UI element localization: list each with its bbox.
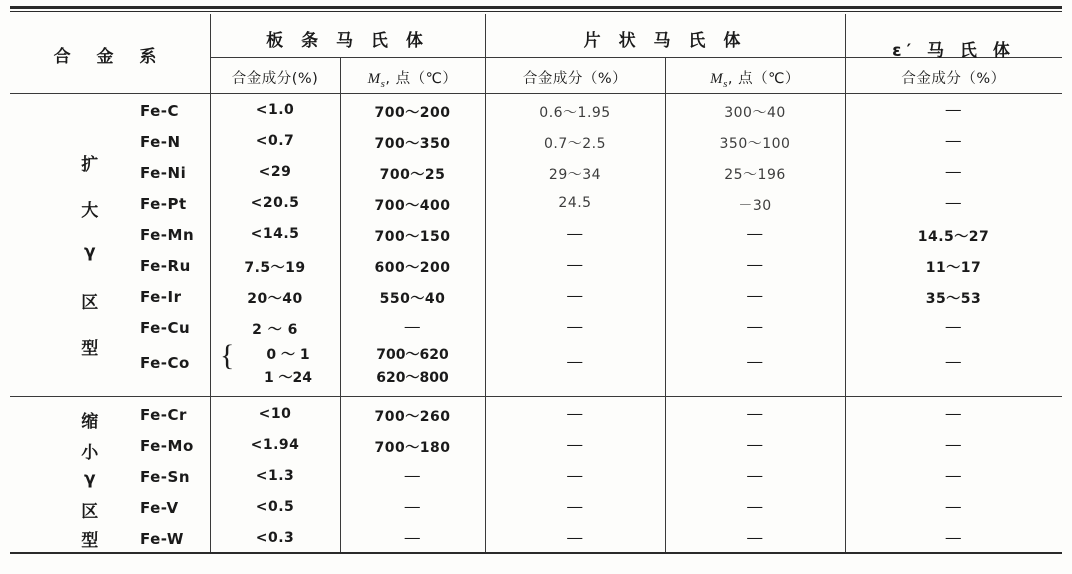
table-row: 0 ～ 1 <box>266 347 310 363</box>
table-row: <1.0 <box>255 102 295 118</box>
table-row: — <box>404 530 421 546</box>
table-row: — <box>567 406 583 422</box>
table-row: — <box>747 499 763 515</box>
table-row: Fe-Sn <box>140 468 191 486</box>
table-row: 700～200 <box>374 105 451 121</box>
table-row: — <box>747 530 763 546</box>
header-sub-lath-composition: 合金成分(%) <box>231 71 319 87</box>
table-row: Fe-Ru <box>140 257 191 275</box>
table-row: 20～40 <box>247 291 303 307</box>
table-row: — <box>747 468 763 484</box>
table-row: — <box>747 226 763 242</box>
table-row: — <box>945 319 962 335</box>
table-row: Fe-Co <box>140 354 190 372</box>
header-bottom-divider <box>10 93 1062 94</box>
table-top-rule-thin <box>10 11 1062 12</box>
region-label-shrink-char-1: 缩 <box>81 412 99 432</box>
header-sub-lath-ms <box>340 67 485 90</box>
table-bottom-rule <box>10 552 1062 554</box>
table-row: <1.94 <box>250 437 300 453</box>
region-label-shrink-char-4: 区 <box>81 502 99 522</box>
table-row: — <box>567 226 583 242</box>
table-row: 700～400 <box>374 198 451 214</box>
table-row: Fe-C <box>140 102 180 120</box>
region-label-shrink-char-3: γ <box>83 469 97 489</box>
table-row: — <box>945 164 962 180</box>
table-row: — <box>567 288 583 304</box>
brace-icon: { <box>220 339 235 372</box>
table-row: — <box>404 319 421 335</box>
region-label-expand-char-1: 扩 <box>81 155 99 175</box>
table-row: — <box>567 468 583 484</box>
table-row: <0.5 <box>255 499 295 515</box>
table-row: 0.6～1.95 <box>539 105 611 121</box>
header-alloy-system: 合 金 系 <box>53 47 167 67</box>
header-group-epsilon: ε′ 马 氏 体 <box>892 41 1015 61</box>
header-group-plate: 片 状 马 氏 体 <box>583 31 747 51</box>
region-label-shrink-char-5: 型 <box>81 531 99 551</box>
ms-suffix-plate: , 点（℃） <box>727 71 800 87</box>
table-row: 700～150 <box>374 229 451 245</box>
table-row: <20.5 <box>250 195 300 211</box>
table-row: — <box>747 288 763 304</box>
table-row: — <box>567 530 583 546</box>
table-row: 700～620 <box>376 347 449 363</box>
table-row: — <box>945 499 962 515</box>
table-row: — <box>404 468 421 484</box>
table-row: 25～196 <box>724 167 786 183</box>
table-row: 350～100 <box>719 136 791 152</box>
table-row: Fe-Mn <box>140 226 195 244</box>
ms-subscript-plate: s <box>723 77 728 90</box>
table-row: <29 <box>258 164 292 180</box>
table-row: <0.3 <box>255 530 295 546</box>
table-row: 1 ～24 <box>263 370 313 386</box>
table-row: — <box>404 499 421 515</box>
table-row: 600～200 <box>374 260 451 276</box>
table-row: 550～40 <box>379 291 446 307</box>
table-row: — <box>747 406 763 422</box>
table-row: 11～17 <box>925 260 982 276</box>
region-label-expand-char-3: γ <box>83 242 97 262</box>
table-row: — <box>567 257 583 273</box>
ms-subscript-lath: s <box>380 77 386 90</box>
ms-symbol-lath: M <box>367 71 381 87</box>
region-label-expand-char-2: 大 <box>81 201 99 221</box>
region-label-expand-char-5: 型 <box>81 339 99 359</box>
table-row: 29～34 <box>548 167 602 183</box>
table-row: 620～800 <box>376 370 449 386</box>
table-row: 300～40 <box>724 105 786 121</box>
table-row: — <box>945 437 962 453</box>
table-row: 7.5～19 <box>244 260 306 276</box>
table-row: 700～180 <box>374 440 451 456</box>
ms-symbol-plate: M <box>710 71 724 87</box>
table-row: 24.5 <box>558 195 592 211</box>
table-row: — <box>945 133 962 149</box>
table-row: Fe-Ni <box>140 164 187 182</box>
table-row: Fe-W <box>140 530 184 548</box>
table-row: <1.3 <box>255 468 295 484</box>
table-row: — <box>945 354 962 370</box>
table-row: 2 ～ 6 <box>252 322 298 338</box>
table-row: — <box>747 354 763 370</box>
table-row: — <box>945 102 962 118</box>
header-sub-epsilon-composition: 合金成分（%） <box>901 71 1006 87</box>
table-row: — <box>567 354 583 370</box>
table-row: <0.7 <box>255 133 295 149</box>
table-row: 700～25 <box>379 167 446 183</box>
table-row: Fe-Mo <box>140 437 194 455</box>
region-label-expand-char-4: 区 <box>81 293 99 313</box>
table-row: Fe-Ir <box>140 288 182 306</box>
region-divider <box>10 396 1062 397</box>
table-row: — <box>747 319 763 335</box>
region-label-shrink-char-2: 小 <box>81 443 99 463</box>
table-row: — <box>567 437 583 453</box>
alloy-martensite-table <box>10 14 1062 552</box>
table-row: Fe-Pt <box>140 195 187 213</box>
table-row: Fe-V <box>140 499 179 517</box>
table-row: Fe-Cu <box>140 319 191 337</box>
table-row: — <box>567 499 583 515</box>
table-row: 0.7～2.5 <box>543 136 607 152</box>
table-row: <10 <box>258 406 292 422</box>
header-sub-plate-ms <box>665 67 845 90</box>
header-group-lath: 板 条 马 氏 体 <box>266 31 429 51</box>
table-row: Fe-Cr <box>140 406 187 424</box>
table-row: — <box>945 530 962 546</box>
ms-suffix-lath: , 点（℃） <box>385 71 458 87</box>
header-sub-plate-composition: 合金成分（%） <box>522 71 628 87</box>
table-row: 700～350 <box>374 136 451 152</box>
table-row: 35～53 <box>925 291 982 307</box>
table-row: Fe-N <box>140 133 181 151</box>
table-row: — <box>747 437 763 453</box>
table-row: — <box>945 195 962 211</box>
table-row: — <box>747 257 763 273</box>
table-row: <14.5 <box>250 226 300 242</box>
table-row: 14.5～27 <box>917 229 990 245</box>
table-row: — <box>945 468 962 484</box>
table-row: — <box>567 319 583 335</box>
table-row: 700～260 <box>374 409 451 425</box>
table-top-rule <box>10 6 1062 9</box>
table-row: — <box>945 406 962 422</box>
table-row: －30 <box>738 198 772 214</box>
